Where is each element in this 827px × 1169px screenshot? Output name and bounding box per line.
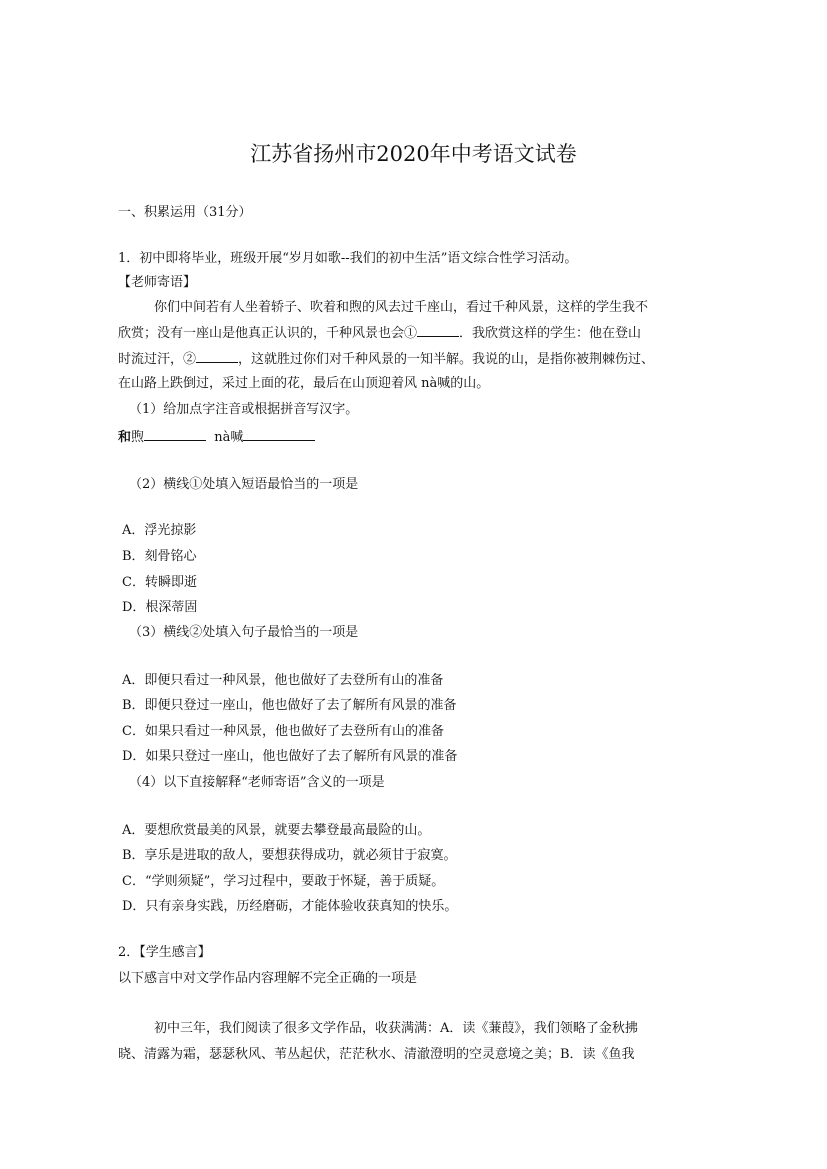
dotted-char: 和 <box>118 430 132 445</box>
blank-2 <box>196 350 238 363</box>
option-4b: B．享乐是进取的敌人，要想获得成功，就必须甘于寂寞。 <box>122 848 457 863</box>
passage-line-3: 时流过汗，② ，这就胜过你们对千种风景的一知半解。我说的山，是指你被荆棘伤过、 <box>118 352 655 367</box>
teacher-message-header: 【老师寄语】 <box>118 275 197 290</box>
option-3c: C．如果只看过一种风景，他也做好了去登所有山的准备 <box>122 724 444 739</box>
blank-1 <box>417 324 459 337</box>
answer-blank-2 <box>243 427 315 441</box>
page-title: 江苏省扬州市2020年中考语文试卷 <box>250 142 577 166</box>
q2-passage-line-1: 初中三年，我们阅读了很多文学作品，收获满满：A．读《蒹葭》，我们领略了金秋拂 <box>154 1021 638 1036</box>
question-1-stem: 1．初中即将毕业，班级开展“岁月如歌--我们的初中生活”语文综合性学习活动。 <box>118 251 578 266</box>
q2-passage-line-2: 晓、清露为霜，瑟瑟秋风、苇丛起伏，茫茫秋水、清澈澄明的空灵意境之美；B．读《鱼我 <box>118 1047 635 1062</box>
sub-question-3: （3）横线②处填入句子最恰当的一项是 <box>129 625 359 640</box>
option-4c: C．“学则须疑”，学习过程中，要敢于怀疑，善于质疑。 <box>122 874 445 889</box>
pinyin-answer-line: 和煦 nà喊 <box>118 427 315 447</box>
sub-question-2: （2）横线①处填入短语最恰当的一项是 <box>129 477 359 492</box>
passage-line-2: 欣赏；没有一座山是他真正认识的，千种风景也会① ．我欣赏这样的学生：他在登山 <box>118 326 642 341</box>
option-4d: D．只有亲身实践，历经磨砺，才能体验收获真知的快乐。 <box>122 899 458 914</box>
answer-blank-1 <box>144 427 206 441</box>
option-3d: D．如果只登过一座山，他也做好了去了解所有风景的准备 <box>122 749 458 764</box>
option-3a: A．即便只看过一种风景，他也做好了去登所有山的准备 <box>122 673 444 688</box>
option-2d: D．根深蒂固 <box>122 600 198 615</box>
option-2a: A．浮光掠影 <box>122 523 197 538</box>
sub-question-1: （1）给加点字注音或根据拼音写汉字。 <box>129 402 359 417</box>
section-heading: 一、积累运用（31分） <box>118 205 252 220</box>
option-3b: B．即便只登过一座山，他也做好了去了解所有风景的准备 <box>122 698 457 713</box>
passage-line-4: 在山路上跌倒过，采过上面的花，最后在山顶迎着风 nà喊的山。 <box>118 376 490 391</box>
option-2b: B．刻骨铭心 <box>122 549 197 564</box>
option-4a: A．要想欣赏最美的风景，就要去攀登最高最险的山。 <box>122 823 431 838</box>
option-2c: C．转瞬即逝 <box>122 575 197 590</box>
passage-line-1: 你们中间若有人坐着轿子、吹着和煦的风去过千座山，看过千种风景，这样的学生我不 <box>154 300 649 315</box>
question-2-ask: 以下感言中对文学作品内容理解不完全正确的一项是 <box>118 971 418 986</box>
question-2-stem: 2．【学生感言】 <box>118 945 211 960</box>
sub-question-4: （4）以下直接解释“老师寄语”含义的一项是 <box>129 775 385 790</box>
